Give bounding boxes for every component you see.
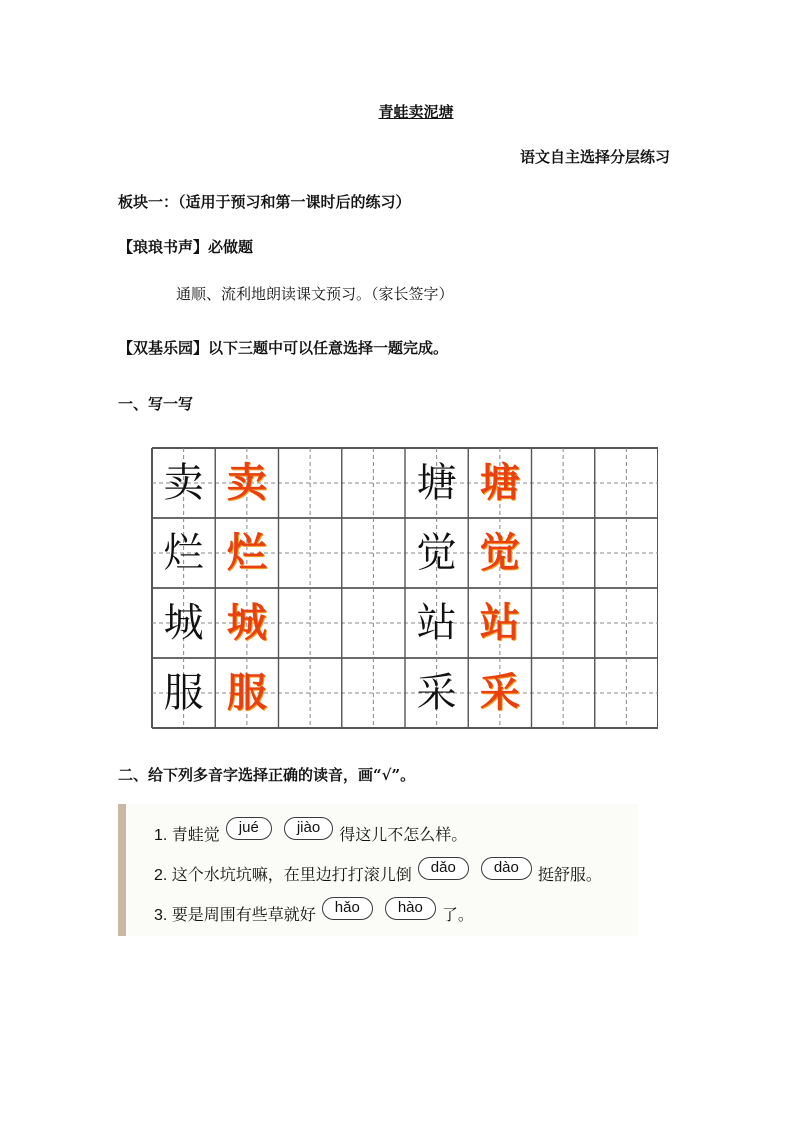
pinyin-option[interactable]: hào: [385, 897, 436, 920]
question-2-heading: 二、给下列多音字选择正确的读音，画“√”。: [118, 766, 416, 784]
pinyin-question: [154, 859, 602, 888]
pinyin-option[interactable]: hǎo: [322, 897, 373, 920]
sample-character: 塘: [416, 460, 457, 506]
pinyin-option[interactable]: dǎo: [418, 857, 469, 880]
model-character: 塘: [479, 460, 520, 506]
question-text: 得这儿不怎么样。: [339, 827, 468, 844]
writing-grid: [118, 428, 658, 738]
pinyin-option[interactable]: dào: [481, 857, 532, 880]
question-text: 挺舒服。: [537, 867, 602, 884]
sample-character: 觉: [416, 530, 457, 576]
sample-character: 城: [163, 600, 204, 646]
optional-task-heading: 【双基乐园】以下三题中可以任意选择一题完成。: [118, 339, 449, 357]
question-1-heading: 一、写一写: [118, 395, 194, 413]
question-text: 了。: [441, 907, 474, 924]
model-character: 卖: [226, 460, 267, 506]
pinyin-option[interactable]: jué: [226, 817, 272, 840]
question-text: 2. 这个水坑坑嘛，在里边打打滚儿倒: [154, 867, 412, 884]
pinyin-question: [154, 899, 474, 928]
sample-character: 站: [416, 600, 457, 646]
model-character: 服: [226, 670, 267, 716]
reading-instruction: 通顺、流利地朗读课文预习。（家长签字）: [176, 285, 454, 303]
page-edge: [118, 804, 126, 936]
model-character: 城: [226, 600, 267, 646]
model-character: 采: [479, 670, 520, 716]
sample-character: 烂: [163, 530, 204, 576]
required-task-heading: 【琅琅书声】必做题: [118, 238, 254, 256]
sample-character: 采: [416, 670, 457, 716]
pinyin-question: [154, 819, 468, 848]
sample-character: 服: [163, 670, 204, 716]
model-character: 站: [479, 600, 520, 646]
model-character: 烂: [226, 530, 267, 576]
subtitle: 语文自主选择分层练习: [519, 148, 670, 166]
grid-characters: [152, 448, 658, 728]
pinyin-option[interactable]: jiào: [284, 817, 333, 840]
sample-character: 卖: [163, 460, 204, 506]
page-title: 青蛙卖泥塘: [378, 103, 454, 121]
section-heading: 板块一：（适用于预习和第一课时后的练习）: [118, 193, 411, 211]
pinyin-exercise: [118, 804, 638, 936]
model-character: 觉: [479, 530, 520, 576]
question-text: 1. 青蛙觉: [154, 827, 220, 844]
question-text: 3. 要是周围有些草就好: [154, 907, 316, 924]
